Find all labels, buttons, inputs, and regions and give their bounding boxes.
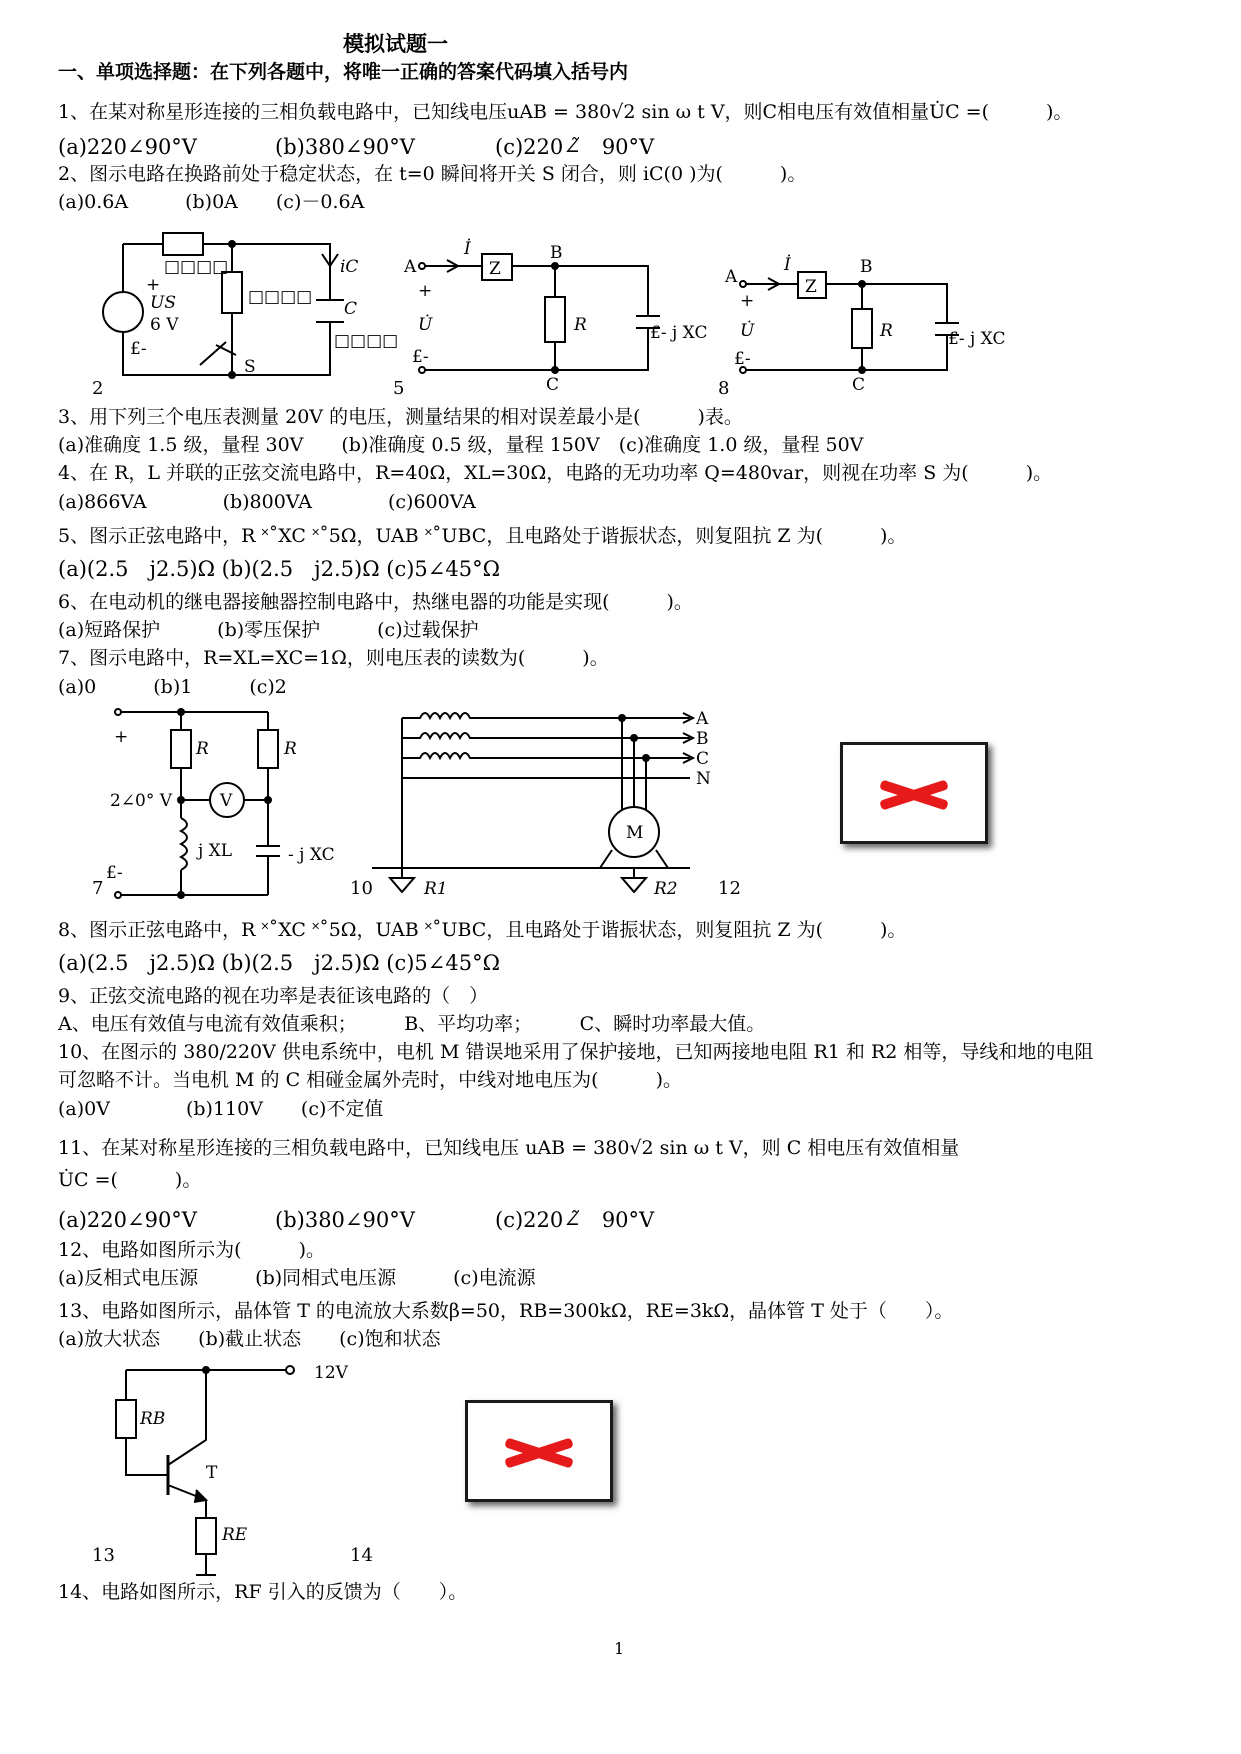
q11-option-b: (b)380∠90°V bbox=[275, 1208, 415, 1232]
resistor bbox=[545, 297, 565, 342]
question-8: 8、图示正弦电路中，R ˟˚XC ˟˚5Ω，UAB ˟˚UBC，且电路处于谐振状态，则复阻抗 Z 为( )。 bbox=[58, 919, 907, 941]
figure-8-circuit bbox=[740, 272, 959, 373]
fig8-b: B bbox=[860, 257, 873, 277]
fig2-minus: £- bbox=[130, 339, 147, 359]
q7-options: (a)0 (b)1 (c)2 bbox=[58, 676, 287, 698]
resistor bbox=[116, 1400, 136, 1438]
fig8-c: C bbox=[852, 375, 866, 395]
q8-options: (a)(2.5 j2.5)Ω (b)(2.5 j2.5)Ω (c)5∠45°Ω bbox=[58, 951, 501, 975]
page-number: 1 bbox=[614, 1639, 625, 1658]
ground-symbol-r2 bbox=[622, 868, 646, 892]
fig7-plus: + bbox=[114, 727, 129, 747]
fig2-garbled-label: □□□□ bbox=[248, 287, 313, 307]
question-13: 13、电路如图所示，晶体管 T 的电流放大系数β=50，RB=300kΩ，RE=3kΩ，晶体管 T 处于（ ）。 bbox=[58, 1300, 954, 1322]
q6-options: (a)短路保护 (b)零压保护 (c)过载保护 bbox=[58, 619, 479, 641]
question-10: 10、在图示的 380/220V 供电系统中，电机 M 错误地采用了保护接地，已知两接地电阻 R1 和 R2 相等，导线和地的电阻 bbox=[58, 1041, 1094, 1063]
q11-option-c: (c)220∠̃ 90°V bbox=[495, 1208, 655, 1232]
question-11-cont: U̇C =( )。 bbox=[58, 1169, 202, 1191]
question-1: 1、在某对称星形连接的三相负载电路中，已知线电压uAB = 380√2 sin ω t V，则C相电压有效值相量U̇C =( )。 bbox=[58, 101, 1073, 123]
fig2-garbled-label: □□□□ bbox=[334, 331, 399, 351]
phase-b-line bbox=[402, 733, 690, 738]
fig5-a: A bbox=[404, 257, 417, 277]
q4-options: (a)866VA (b)800VA (c)600VA bbox=[58, 491, 476, 513]
fig8-minus: £- bbox=[734, 349, 751, 369]
q13-options: (a)放大状态 (b)截止状态 (c)饱和状态 bbox=[58, 1328, 441, 1350]
figure-label-10: 10 bbox=[350, 878, 373, 899]
fig10-r1: R1 bbox=[424, 879, 448, 899]
fig5-plus: + bbox=[418, 281, 433, 301]
q10-options: (a)0V (b)110V (c)不定值 bbox=[58, 1098, 384, 1120]
fig13-12v: 12V bbox=[314, 1363, 348, 1383]
resistor bbox=[852, 309, 872, 348]
fig2-ic: iC bbox=[340, 257, 359, 277]
fig10-m: M bbox=[626, 823, 644, 843]
q11-option-a: (a)220∠90°V bbox=[58, 1208, 197, 1232]
fig5-r: R bbox=[574, 315, 587, 335]
fig5-minus: £- bbox=[412, 347, 429, 367]
section-heading: 一、单项选择题：在下列各题中，将唯一正确的答案代码填入括号内 bbox=[58, 61, 629, 83]
fig7-r2: R bbox=[284, 739, 297, 759]
q2-options: (a)0.6A (b)0A (c)－0.6A bbox=[58, 191, 365, 213]
resistor bbox=[258, 730, 278, 768]
fig7-v: V bbox=[220, 791, 233, 811]
fig2-s: S bbox=[244, 357, 256, 377]
voltage-source bbox=[103, 292, 143, 332]
question-3: 3、用下列三个电压表测量 20V 的电压，测量结果的相对误差最小是( )表。 bbox=[58, 406, 743, 428]
fig8-xc: £- j XC bbox=[948, 329, 1006, 349]
resistor bbox=[163, 233, 203, 255]
question-7: 7、图示电路中，R=XL=XC=1Ω，则电压表的读数为( )。 bbox=[58, 647, 609, 669]
figure-label-2: 2 bbox=[92, 378, 104, 399]
fig2-garbled-label: □□□□ bbox=[164, 257, 229, 277]
fig10-a: A bbox=[696, 709, 709, 729]
fig13-rb: RB bbox=[140, 1409, 166, 1429]
figure-label-14: 14 bbox=[350, 1545, 373, 1566]
fig10-n: N bbox=[696, 769, 711, 789]
question-9: 9、正弦交流电路的视在功率是表征该电路的（ ） bbox=[58, 985, 489, 1007]
fig10-c: C bbox=[696, 749, 710, 769]
q12-options: (a)反相式电压源 (b)同相式电压源 (c)电流源 bbox=[58, 1267, 536, 1289]
fig13-t: T bbox=[206, 1463, 218, 1483]
fig2-6v: 6 V bbox=[150, 315, 179, 335]
figure-13-circuit bbox=[116, 1366, 294, 1575]
figure-label-5: 5 bbox=[393, 378, 405, 399]
ground-symbol-r1 bbox=[390, 868, 414, 892]
q1-option-b: (b)380∠90°V bbox=[275, 135, 415, 159]
fig8-plus: + bbox=[740, 291, 755, 311]
fig8-a: A bbox=[725, 267, 738, 287]
fig5-c: C bbox=[546, 375, 560, 395]
figure-label-8: 8 bbox=[718, 378, 730, 399]
fig5-b: B bbox=[550, 243, 563, 263]
figure-label-13: 13 bbox=[92, 1545, 115, 1566]
resistor bbox=[171, 730, 191, 768]
fig2-plus: + bbox=[146, 275, 161, 295]
fig7-r1: R bbox=[196, 739, 209, 759]
q3-options: (a)准确度 1.5 级，量程 30V (b)准确度 0.5 级，量程 150V (c)准确度 1.0 级，量程 50V bbox=[58, 434, 864, 456]
figure-label-12: 12 bbox=[718, 878, 741, 899]
question-10-cont: 可忽略不计。当电机 M 的 C 相碰金属外壳时，中线对地电压为( )。 bbox=[58, 1069, 682, 1091]
switch bbox=[200, 342, 226, 365]
fig8-z: Z bbox=[805, 277, 817, 297]
phase-a-line bbox=[402, 713, 690, 718]
question-11: 11、在某对称星形连接的三相负载电路中，已知线电压 uAB = 380√2 sin ω t V，则 C 相电压有效值相量 bbox=[58, 1137, 960, 1159]
question-2: 2、图示电路在换路前处于稳定状态，在 t=0 瞬间将开关 S 闭合，则 iC(0 )为( )。 bbox=[58, 163, 807, 185]
figure-label-7: 7 bbox=[92, 878, 104, 899]
question-5: 5、图示正弦电路中，R ˟˚XC ˟˚5Ω，UAB ˟˚UBC，且电路处于谐振状态，则复阻抗 Z 为( )。 bbox=[58, 525, 907, 547]
q5-options: (a)(2.5 j2.5)Ω (b)(2.5 j2.5)Ω (c)5∠45°Ω bbox=[58, 557, 501, 581]
question-4: 4、在 R，L 并联的正弦交流电路中，R=40Ω，XL=30Ω，电路的无功功率 Q=480var，则视在功率 S 为( )。 bbox=[58, 462, 1053, 484]
fig13-re: RE bbox=[222, 1525, 248, 1545]
fig7-jxc: - j XC bbox=[288, 845, 335, 865]
q9-options: A、电压有效值与电流有效值乘积； B、平均功率； C、瞬时功率最大值。 bbox=[58, 1013, 766, 1035]
fig8-u: U̇ bbox=[740, 321, 755, 341]
fig7-minus: £- bbox=[106, 863, 123, 883]
fig5-u: U̇ bbox=[418, 315, 433, 335]
figure-5-circuit bbox=[419, 254, 660, 373]
fig8-r: R bbox=[880, 321, 893, 341]
resistor bbox=[222, 272, 242, 313]
fig5-xc: £- j XC bbox=[650, 323, 708, 343]
fig5-z: Z bbox=[489, 259, 501, 279]
question-12: 12、电路如图所示为( )。 bbox=[58, 1239, 326, 1261]
question-14: 14、电路如图所示，RF 引入的反馈为（ ）。 bbox=[58, 1581, 468, 1603]
fig7-source: 2∠0° V bbox=[110, 791, 173, 811]
question-6: 6、在电动机的继电器接触器控制电路中，热继电器的功能是实现( )。 bbox=[58, 591, 693, 613]
fig2-us: US bbox=[150, 293, 176, 313]
fig8-i: İ bbox=[784, 255, 791, 275]
q1-option-c: (c)220∠̃ 90°V bbox=[495, 135, 655, 159]
inductor bbox=[181, 818, 187, 870]
fig5-i: İ bbox=[464, 239, 471, 259]
fig10-r2: R2 bbox=[654, 879, 678, 899]
fig7-jxl: j XL bbox=[198, 841, 233, 861]
page-title: 模拟试题一 bbox=[343, 31, 448, 56]
fig10-b: B bbox=[696, 729, 709, 749]
fig2-c: C bbox=[344, 299, 358, 319]
q1-option-a: (a)220∠90°V bbox=[58, 135, 197, 159]
figure-10-circuit bbox=[372, 713, 693, 892]
resistor bbox=[196, 1518, 216, 1554]
